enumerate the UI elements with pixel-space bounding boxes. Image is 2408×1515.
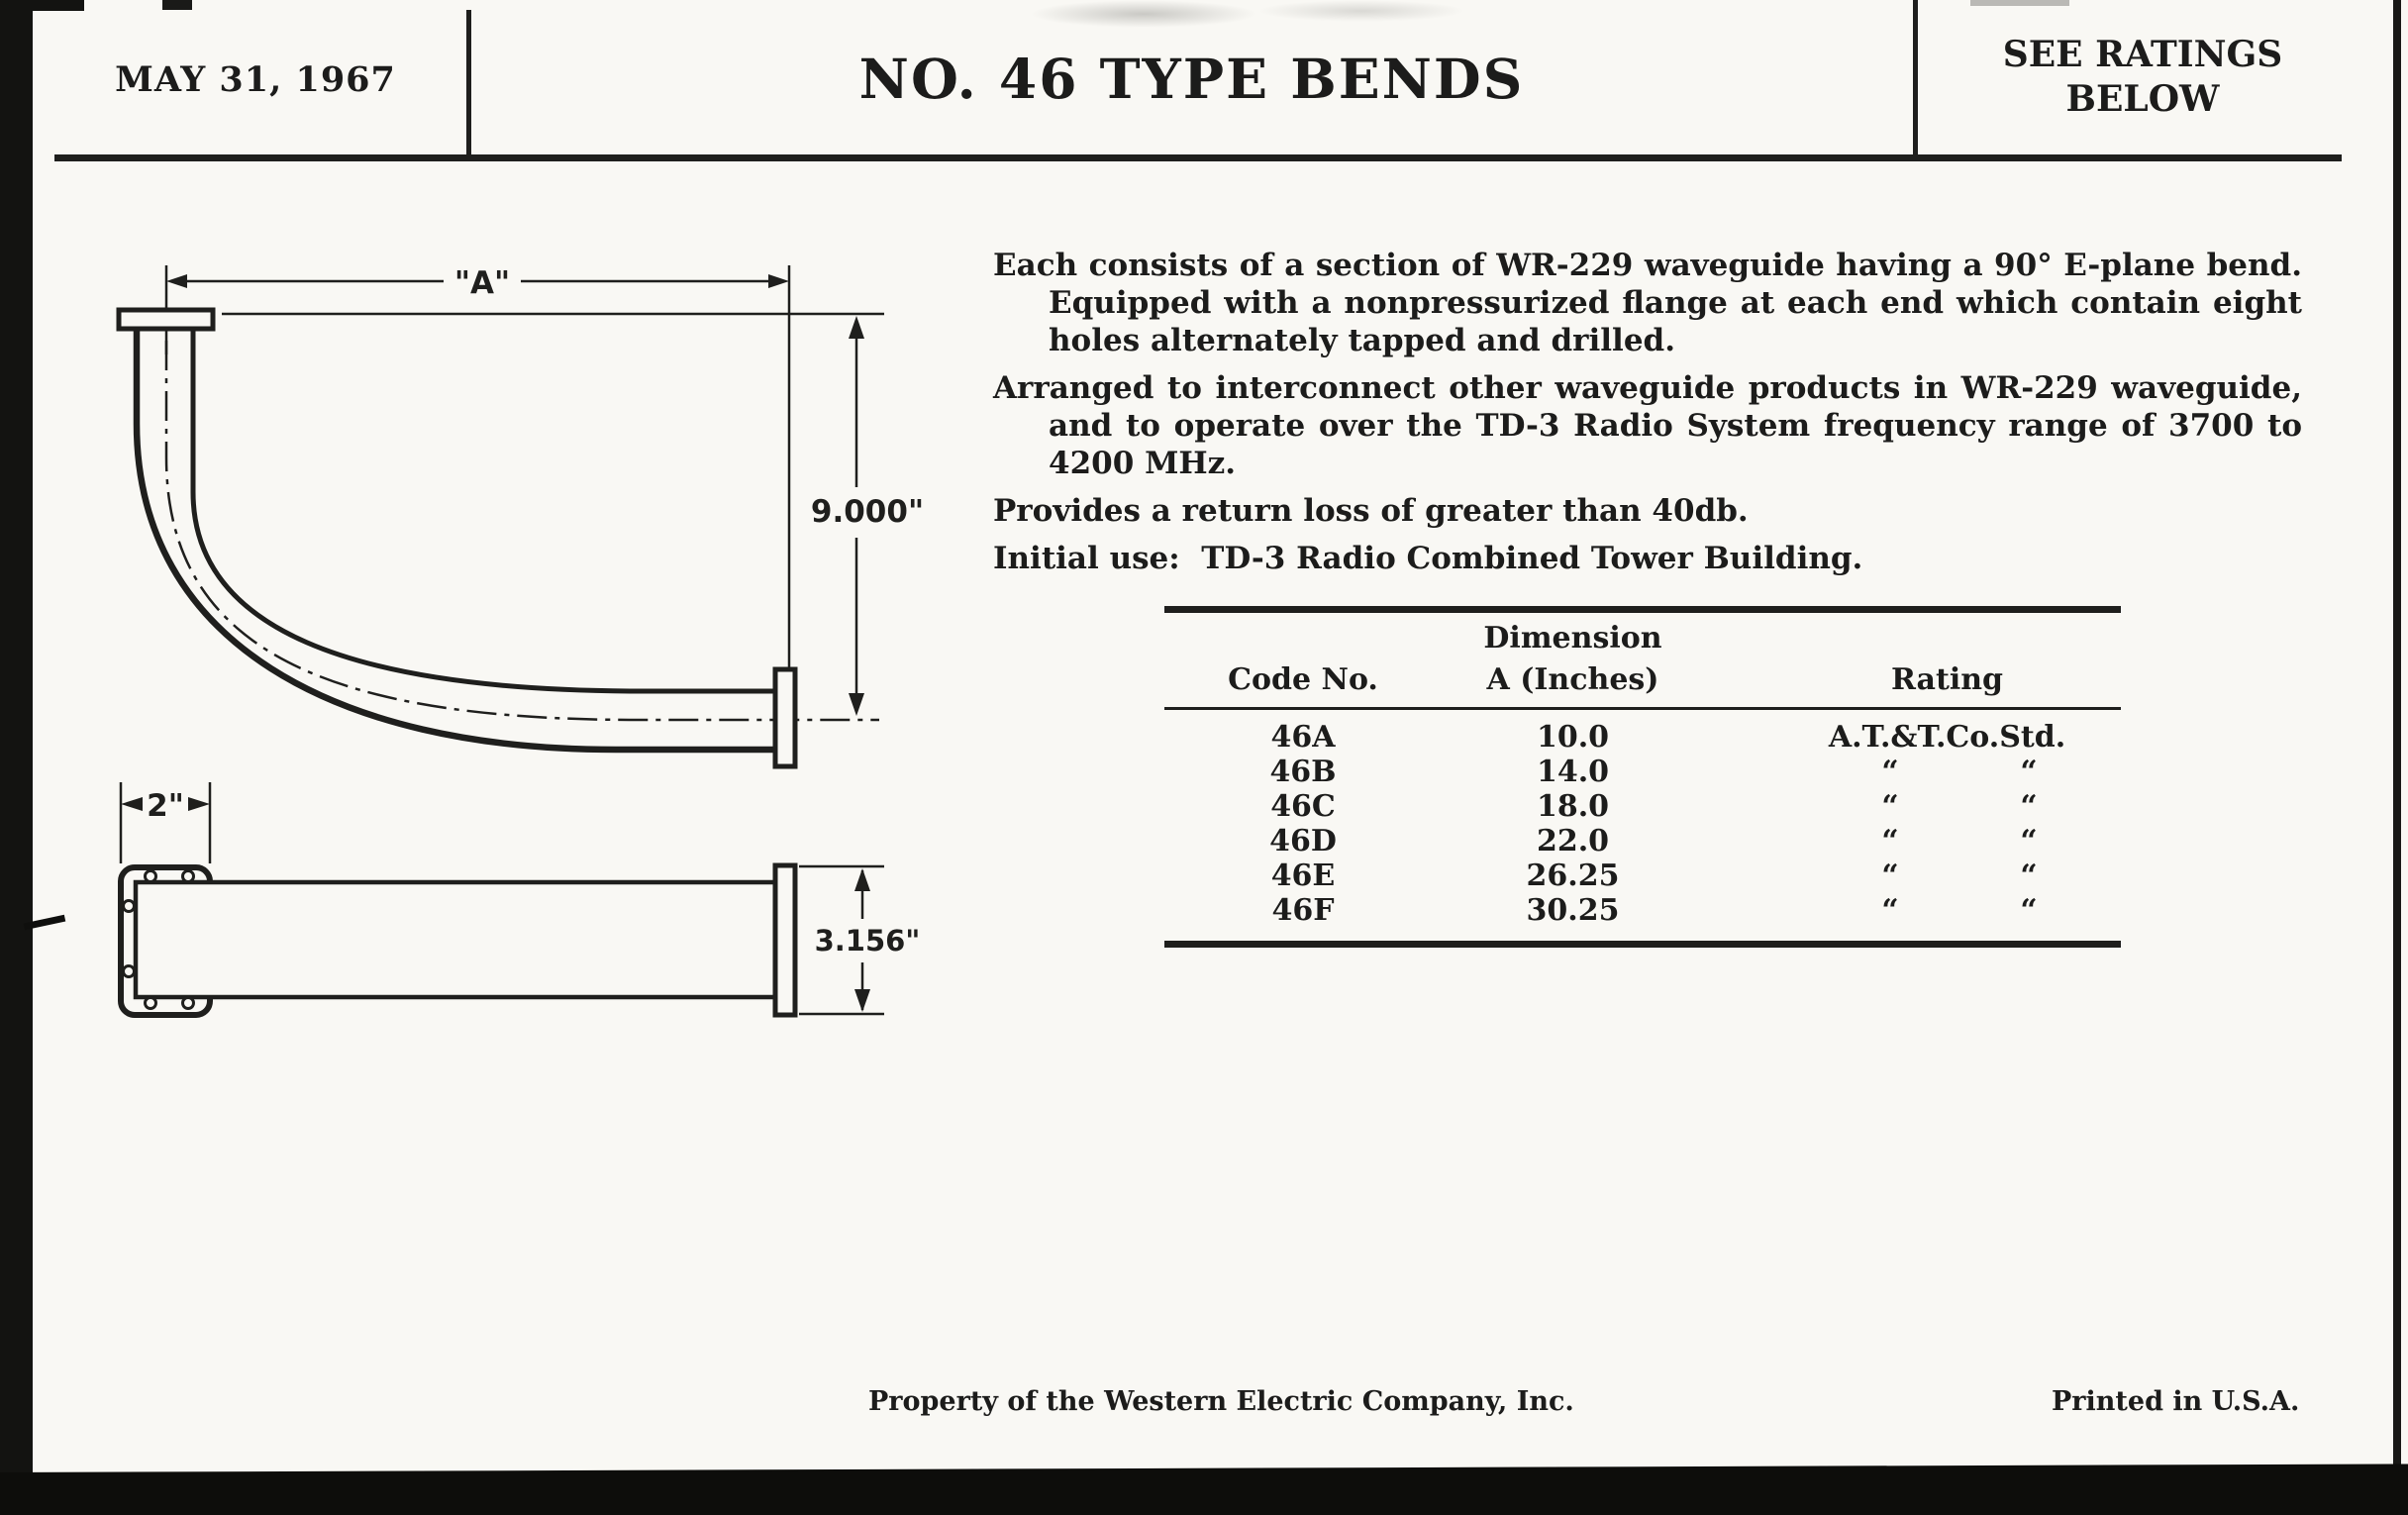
ratings-note-line1: SEE RATINGS [2002,34,2283,75]
top-flange [119,310,213,329]
table-rows [1164,720,2121,928]
scan-smudge [1030,0,1257,28]
bend-elevation-view [119,310,795,766]
table-row [1164,789,2121,824]
table-header-rule [1164,707,2121,710]
table-row [1164,893,2121,928]
bend-inner-wall [193,329,776,691]
cell-rating [1704,858,2121,893]
paragraph-line: Each consists of a section of WR-229 waveguide having a 90° E-plane bend. [993,248,2302,283]
table-row [1164,824,2121,858]
cell-rating: A.T.&T.Co.Std. [1828,720,2066,755]
cell-dimension-a: 22.0 [1536,824,1610,858]
paragraph-line: Equipped with a nonpressurized flange at each end which contain eight [1049,285,2302,321]
paragraph [993,369,2302,482]
col-header-a-inches: A (Inches) [1486,662,1659,697]
cell-code-no: 46E [1270,858,1336,893]
side-view-body [136,882,777,997]
side-view [121,865,795,1015]
paragraph [993,540,2302,577]
ditto-mark: “ [1881,755,1899,789]
ditto-mark: “ [1881,858,1899,893]
dimension-labels [147,265,924,958]
scan-right-edge [2393,0,2401,1515]
cell-dimension-a: 18.0 [1536,789,1610,824]
cell-code-no: 46F [1271,893,1335,928]
table-row [1164,858,2121,893]
scan-left-edge [0,0,33,1515]
cell-dimension-a: 26.25 [1526,858,1620,893]
dim-label-3156in: 3.156" [814,924,921,958]
ditto-mark: “ [2020,789,2038,824]
paragraph [993,247,2302,359]
col-header-dimension: Dimension [1483,621,1662,656]
dim-label-9in: 9.000" [810,494,925,530]
paragraph-line: Arranged to interconnect other waveguide products in WR-229 waveguide, [993,370,2302,406]
paragraph [993,492,2302,530]
table-header-row-1 [1164,622,2121,656]
cell-code-no: 46B [1269,755,1337,789]
cell-dimension-a: 14.0 [1536,755,1610,789]
col-header-code: Code No. [1228,662,1378,697]
printed-in-usa: Printed in U.S.A. [2052,1386,2300,1417]
cell-code-no: 46A [1270,720,1336,755]
page-title: NO. 46 TYPE BENDS [858,47,1525,111]
ditto-mark: “ [2020,824,2038,858]
ratings-note-line2: BELOW [2065,78,2220,120]
cell-code-no: 46D [1269,824,1337,858]
document-date: MAY 31, 1967 [115,59,396,100]
side-view-right-flange [775,865,795,1015]
cell-rating [1704,789,2121,824]
paragraph-line: holes alternately tapped and drilled. [1049,323,1676,358]
table-header-row-2 [1164,662,2121,698]
cell-rating [1704,824,2121,858]
scan-edge-mark [162,0,192,10]
ditto-mark: “ [2020,858,2038,893]
cell-code-no: 46C [1270,789,1336,824]
paragraph-line: 4200 MHz. [1049,446,1237,481]
paragraph-line: Provides a return loss of greater than 40db. [993,493,1749,529]
right-flange [775,669,795,766]
table-row [1164,720,2121,755]
cell-rating [1704,893,2121,928]
scan-smudge [1257,0,1465,22]
cell-dimension-a: 10.0 [1536,720,1610,755]
dim-label-a: "A" [453,265,511,301]
paragraph-line: and to operate over the TD-3 Radio System frequency range of 3700 to [1049,408,2302,444]
paragraph-line: Initial use: TD-3 Radio Combined Tower Building. [993,541,1863,576]
col-header-rating: Rating [1890,662,2004,697]
ditto-mark: “ [2020,893,2038,928]
dim-label-2in: 2" [147,788,184,824]
table-row [1164,755,2121,789]
property-notice: Property of the Western Electric Company, Inc. [868,1386,1574,1417]
ditto-mark: “ [2020,755,2038,789]
ratings-table [1164,606,2121,948]
bend-outer-wall [137,329,776,750]
bend-centerline [166,341,879,720]
description-block [993,247,2302,587]
ditto-mark: “ [1881,893,1899,928]
cell-rating [1704,755,2121,789]
ditto-mark: “ [1881,789,1899,824]
cell-dimension-a: 30.25 [1526,893,1620,928]
ditto-mark: “ [1881,824,1899,858]
scan-bottom-edge [0,1464,2408,1515]
scan-smudge [1970,0,2069,6]
